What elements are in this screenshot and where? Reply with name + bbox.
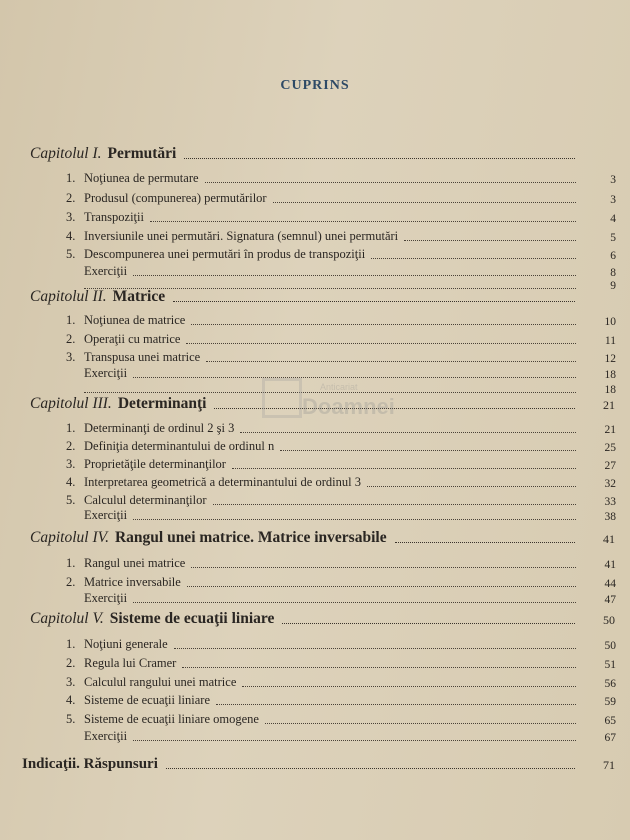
entry-number: 2. (66, 575, 76, 589)
dot-leader (213, 503, 576, 505)
toc-exercise (84, 728, 616, 744)
entry-number: 3. (66, 210, 76, 224)
entry-text: Produsul (compunerea) permutărilor (84, 191, 267, 205)
page-number: 51 (604, 659, 616, 671)
entry-text: Proprietăţile determinanţilor (84, 457, 226, 471)
entry-text: Descompunerea unei permutări în produs de transpoziţii (84, 247, 366, 261)
toc-entry (66, 711, 616, 727)
page-number: 56 (604, 678, 616, 690)
chapter-title: Sisteme de ecuaţii liniare (109, 610, 275, 627)
page-number: 21 (604, 424, 616, 436)
page-number: 50 (604, 640, 616, 652)
toc-entry (66, 674, 616, 690)
toc-entry (66, 555, 616, 571)
page-number: 67 (604, 732, 616, 744)
entry-text: Inversiunile unei permutări. Signatura (semnul) unei permutări (84, 229, 399, 243)
dot-leader (282, 622, 575, 624)
page-number: 11 (604, 335, 616, 347)
page-number: 38 (604, 511, 616, 523)
page-number: 6 (610, 250, 616, 262)
page-number: 18 (604, 384, 616, 396)
entry-text: Exerciţii (84, 264, 128, 278)
entry-text: Indicaţii. Răspunsuri (22, 756, 158, 772)
entry-text: Definiţia determinantului de ordinul n (84, 439, 275, 453)
watermark-box-icon (262, 378, 302, 418)
entry-number: 5. (66, 247, 76, 261)
toc-entry (66, 331, 616, 347)
page-number: 50 (603, 613, 615, 627)
toc-entry (66, 190, 616, 206)
entry-number: 4. (66, 229, 76, 243)
toc-entry (66, 246, 616, 262)
dot-leader (184, 157, 575, 159)
dot-leader (265, 722, 576, 724)
toc-entry (66, 312, 616, 328)
dot-leader (367, 485, 576, 487)
dot-leader (133, 518, 576, 520)
toc-entry (66, 456, 616, 472)
entry-text: Matrice inversabile (84, 575, 181, 589)
page-number: 8 (610, 267, 616, 279)
dot-leader (280, 449, 576, 451)
page-number: 12 (604, 353, 616, 365)
toc-entry (66, 170, 616, 186)
entry-number: 5. (66, 712, 76, 726)
chapter-title: Determinanţi (117, 395, 207, 412)
entry-number: 1. (66, 171, 76, 185)
chapter-heading (30, 286, 615, 306)
entry-text: Determinanţi de ordinul 2 şi 3 (84, 421, 235, 435)
chapter-title: Matrice (112, 288, 166, 305)
entry-text: Interpretarea geometrică a determinantului de ordinul 3 (84, 475, 361, 489)
entry-text: Noţiunea de permutare (84, 171, 199, 185)
dot-leader (166, 767, 575, 769)
chapter-number: Capitolul IV. (30, 529, 109, 546)
dot-leader (191, 566, 576, 568)
entry-number: 2. (66, 656, 76, 670)
chapter-title: Permutări (107, 145, 177, 162)
entry-number: 3. (66, 350, 76, 364)
dot-leader (371, 257, 576, 259)
chapter-number: Capitolul I. (30, 145, 102, 162)
entry-number: 1. (66, 556, 76, 570)
page-number: 47 (604, 594, 616, 606)
toc-entry (66, 492, 616, 508)
chapter-heading (30, 527, 615, 547)
dot-leader (133, 739, 576, 741)
toc-entry (66, 636, 616, 652)
dot-leader (395, 541, 575, 543)
entry-text: Calculul rangului unei matrice (84, 675, 237, 689)
chapter-number: Capitolul V. (30, 610, 104, 627)
toc-exercise (84, 507, 616, 523)
entry-text: Transpusa unei matrice (84, 350, 201, 364)
watermark-text: Anticariat (320, 382, 358, 392)
watermark-text: Doamnei (302, 394, 395, 419)
dot-leader (173, 300, 575, 302)
dot-leader (216, 703, 576, 705)
entry-text: Exerciţii (84, 729, 128, 743)
page-number: 59 (604, 696, 616, 708)
toc-entry (66, 209, 616, 225)
page-number: 10 (604, 316, 616, 328)
dot-leader (206, 360, 576, 362)
entry-text: Rangul unei matrice (84, 556, 186, 570)
page-number: 3 (610, 194, 616, 206)
entry-text: Noţiuni generale (84, 637, 168, 651)
dot-leader (150, 220, 576, 222)
dot-leader (242, 685, 576, 687)
entry-number: 5. (66, 493, 76, 507)
dot-leader (182, 666, 576, 668)
chapter-number: Capitolul II. (30, 288, 107, 305)
toc-entry (66, 228, 616, 244)
entry-text: Sisteme de ecuaţii liniare (84, 693, 210, 707)
dot-leader (273, 201, 576, 203)
page-number: 27 (604, 460, 616, 472)
dot-leader (187, 585, 576, 587)
toc-entry (66, 474, 616, 490)
dot-leader (205, 181, 576, 183)
toc-exercise (84, 590, 616, 606)
entry-number: 3. (66, 675, 76, 689)
entry-text: Regula lui Cramer (84, 656, 177, 670)
page-number: 41 (603, 532, 615, 546)
page-number: 71 (603, 758, 615, 772)
page-number: 32 (604, 478, 616, 490)
page-number: 18 (604, 369, 616, 381)
entry-number: 2. (66, 439, 76, 453)
toc-entry (66, 438, 616, 454)
dot-leader (174, 647, 576, 649)
chapter-heading (30, 143, 615, 163)
page-number: 9 (610, 280, 616, 292)
entry-number: 1. (66, 313, 76, 327)
entry-number: 1. (66, 421, 76, 435)
chapter-number: Capitolul III. (30, 395, 112, 412)
entry-number: 1. (66, 637, 76, 651)
dot-leader (133, 601, 576, 603)
page-title: CUPRINS (280, 78, 350, 93)
toc-entry (66, 692, 616, 708)
dot-leader (404, 239, 576, 241)
page-number: 41 (604, 559, 616, 571)
page-number: 33 (604, 496, 616, 508)
entry-number: 3. (66, 457, 76, 471)
watermark-logo (262, 378, 412, 428)
chapter-heading (30, 608, 615, 628)
page-number: 65 (604, 715, 616, 727)
toc-entry (66, 349, 616, 365)
dot-leader (191, 323, 576, 325)
entry-number: 4. (66, 693, 76, 707)
page-number: 4 (610, 213, 616, 225)
entry-text: Exerciţii (84, 591, 128, 605)
entry-text: Operaţii cu matrice (84, 332, 181, 346)
dot-leader (232, 467, 576, 469)
dot-leader (240, 431, 576, 433)
toc-entry (66, 574, 616, 590)
entry-text: Exerciţii (84, 366, 128, 380)
dot-leader (186, 342, 576, 344)
entry-text: Noţiunea de matrice (84, 313, 186, 327)
entry-number: 2. (66, 332, 76, 346)
entry-text: Transpoziţii (84, 210, 144, 224)
page-number: 25 (604, 442, 616, 454)
entry-text: Sisteme de ecuaţii liniare omogene (84, 712, 259, 726)
toc-entry (66, 655, 616, 671)
page-number: 21 (603, 398, 615, 412)
page-number: 5 (610, 232, 616, 244)
entry-number: 2. (66, 191, 76, 205)
page-number: 44 (604, 578, 616, 590)
entry-text: Calculul determinanţilor (84, 493, 207, 507)
chapter-title: Rangul unei matrice. Matrice inversabile (114, 529, 387, 546)
toc-final-entry (22, 753, 615, 773)
page-number: 3 (610, 174, 616, 186)
entry-number: 4. (66, 475, 76, 489)
entry-text: Exerciţii (84, 508, 128, 522)
